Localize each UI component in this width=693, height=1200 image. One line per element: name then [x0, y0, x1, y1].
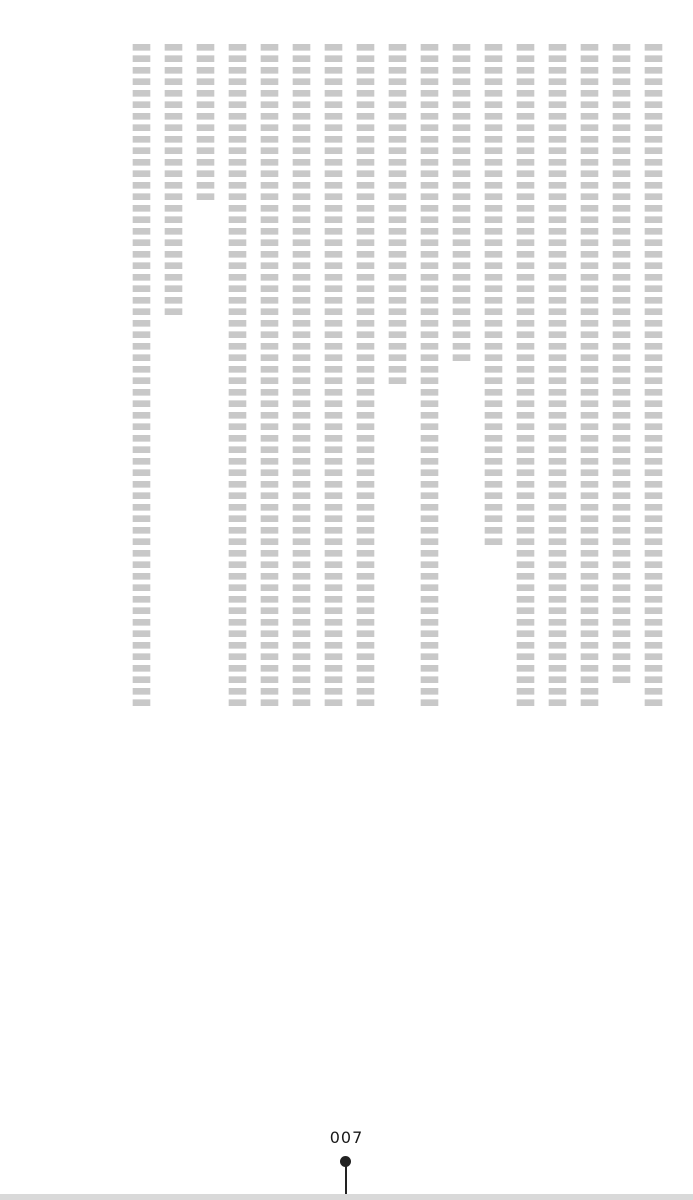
text-column: 〓〓〓〓〓〓〓〓〓〓〓〓〓〓〓〓〓〓〓〓〓〓〓〓〓〓〓〓〓	[351, 42, 376, 709]
text-column: 〓〓〓〓〓〓〓〓〓〓〓〓〓〓	[447, 42, 472, 364]
text-column: 〓〓〓〓〓〓〓〓〓〓〓〓〓〓〓〓〓〓〓〓〓〓〓〓〓〓〓〓〓	[127, 42, 152, 709]
text-column: 〓〓〓〓〓〓〓	[191, 42, 216, 203]
text-column: 〓〓〓〓〓〓〓〓〓〓〓〓〓〓〓〓〓〓〓〓〓〓〓〓〓〓〓〓〓	[255, 42, 280, 709]
text-column: 〓〓〓〓〓〓〓〓〓〓〓〓〓〓〓〓〓〓〓〓〓〓〓〓〓〓〓〓〓	[639, 42, 664, 709]
page-bottom-edge	[0, 1194, 693, 1200]
body-text	[107, 42, 667, 1002]
text-column: 〓〓〓〓〓〓〓〓〓〓〓〓〓〓〓〓〓〓〓〓〓〓〓〓〓〓〓〓〓	[543, 42, 568, 709]
page-number: 007	[329, 1128, 364, 1147]
text-column: 〓〓〓〓〓〓〓〓〓〓〓〓〓〓〓〓〓〓〓〓〓〓〓〓〓〓〓〓〓	[319, 42, 344, 709]
text-column: 〓〓〓〓〓〓〓〓〓〓〓〓〓〓〓〓〓〓〓〓〓〓〓〓〓〓〓〓〓	[575, 42, 600, 709]
text-column: 〓〓〓〓〓〓〓〓〓〓〓〓〓〓〓〓〓〓〓〓〓〓〓〓〓〓〓〓〓	[511, 42, 536, 709]
text-column: 〓〓〓〓〓〓〓〓〓〓〓〓〓〓〓〓〓〓〓〓〓〓	[479, 42, 504, 548]
text-column: 〓〓〓〓〓〓〓〓〓〓〓〓〓〓〓〓〓〓〓〓〓〓〓〓〓〓〓〓〓	[223, 42, 248, 709]
text-column: 〓〓〓〓〓〓〓〓〓〓〓〓〓〓〓	[383, 42, 408, 387]
text-column: 〓〓〓〓〓〓〓〓〓〓〓〓〓〓〓〓〓〓〓〓〓〓〓〓〓〓〓〓〓	[415, 42, 440, 709]
text-column: 〓〓〓〓〓〓〓〓〓〓〓〓〓〓〓〓〓〓〓〓〓〓〓〓〓〓〓〓	[607, 42, 632, 686]
text-column: 〓〓〓〓〓〓〓〓〓〓〓〓〓〓〓〓〓〓〓〓〓〓〓〓〓〓〓〓〓	[287, 42, 312, 709]
text-column: 〓〓〓〓〓〓〓〓〓〓〓〓	[159, 42, 184, 318]
